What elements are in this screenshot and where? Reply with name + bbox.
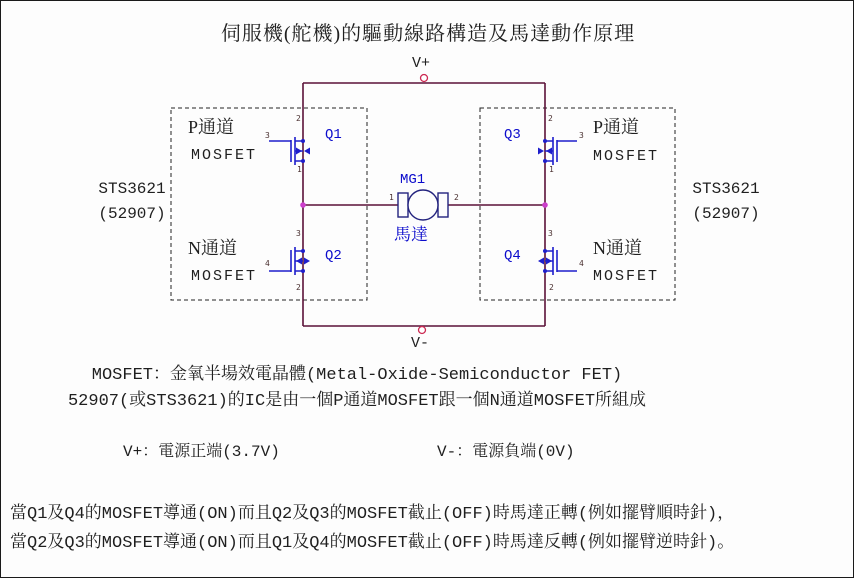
circuit-diagram — [1, 1, 854, 578]
q1-pin-top: 2 — [296, 114, 301, 123]
vplus-label: V+ — [412, 55, 431, 72]
mosfet-definition-block — [1, 363, 713, 415]
q3-type-label: MOSFET — [593, 148, 660, 165]
operation-line1: 當Q1及Q4的MOSFET導通(ON)而且Q2及Q3的MOSFET截止(OFF)時馬達正轉(例如擺臂順時針)， — [10, 505, 735, 524]
motor-pin-right: 2 — [454, 193, 459, 202]
q3-pin-gate: 3 — [579, 131, 584, 140]
q2-pin-gate: 4 — [265, 259, 270, 268]
q1-pin-bottom: 1 — [297, 165, 302, 174]
mosfet-definition-line2: 52907(或STS3621)的IC是由一個P通道MOSFET跟一個N通道MOSFET所組成 — [67, 392, 647, 411]
mosfet-symbol-q2 — [269, 247, 310, 275]
q2-type-label: MOSFET — [191, 268, 258, 285]
motor-symbol — [398, 190, 448, 220]
ic-label-right — [659, 177, 793, 227]
vminus-definition: V-：電源負端(0V) — [437, 443, 575, 461]
ic-label-left — [65, 177, 199, 227]
ic-left-line2: (52907) — [98, 205, 166, 223]
motor-designator: MG1 — [400, 172, 426, 188]
vplus-terminal-circle — [421, 75, 428, 82]
motor-name-label: 馬達 — [394, 225, 428, 244]
q4-type-label: MOSFET — [593, 268, 660, 285]
q4-designator: Q4 — [504, 248, 521, 264]
q4-pin-top: 3 — [548, 229, 553, 238]
junction-dot-right — [542, 202, 548, 208]
vminus-terminal-circle — [419, 327, 426, 334]
q1-channel-label: P通道 — [188, 117, 235, 137]
operation-line2: 當Q2及Q3的MOSFET導通(ON)而且Q1及Q4的MOSFET截止(OFF)時馬達反轉(例如擺臂逆時針)。 — [10, 534, 735, 553]
q2-pin-bottom: 2 — [296, 283, 301, 292]
vminus-label: V- — [411, 335, 430, 352]
mosfet-symbol-q3 — [538, 137, 577, 165]
q2-pin-top: 3 — [296, 229, 301, 238]
ic-right-line2: (52907) — [692, 205, 760, 223]
ic-left-line1: STS3621 — [98, 180, 166, 198]
q4-pin-gate: 4 — [579, 259, 584, 268]
q3-pin-top: 2 — [548, 114, 553, 123]
mosfet-symbol-q4 — [538, 247, 577, 275]
q1-designator: Q1 — [325, 127, 342, 143]
q1-type-label: MOSFET — [191, 147, 258, 164]
q4-pin-bottom: 2 — [549, 283, 554, 292]
operation-description-block — [10, 500, 850, 558]
q2-channel-label: N通道 — [188, 238, 237, 258]
vplus-definition: V+：電源正端(3.7V) — [123, 443, 280, 461]
q3-pin-bottom: 1 — [549, 165, 554, 174]
page-title: 伺服機(舵機)的驅動線路構造及馬達動作原理 — [220, 23, 636, 45]
motor-pin-left: 1 — [389, 193, 394, 202]
mosfet-symbol-q1 — [269, 137, 310, 165]
ic-right-line1: STS3621 — [692, 180, 760, 198]
q3-designator: Q3 — [504, 127, 521, 143]
q3-channel-label: P通道 — [593, 117, 640, 137]
q2-designator: Q2 — [325, 248, 342, 264]
junction-dot-left — [300, 202, 306, 208]
mosfet-definition-line1: MOSFET：金氧半場效電晶體(Metal-Oxide-Semiconductor FET) — [91, 366, 623, 385]
q4-channel-label: N通道 — [593, 238, 642, 258]
q1-pin-gate: 3 — [265, 131, 270, 140]
